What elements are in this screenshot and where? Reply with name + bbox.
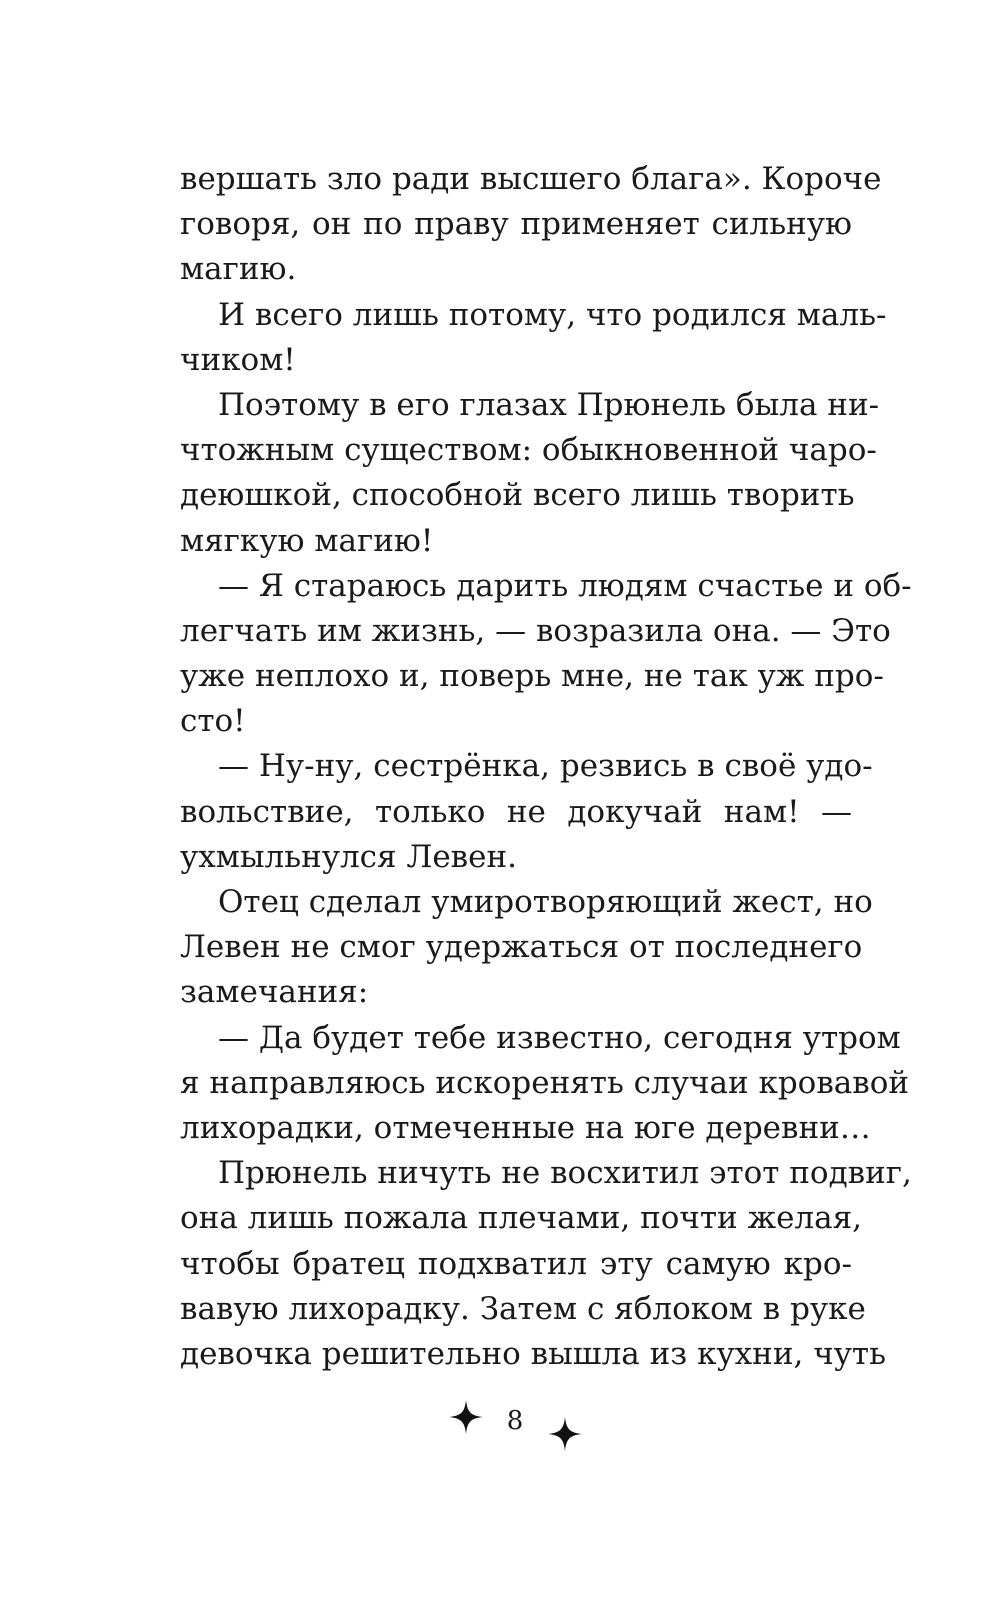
four-point-star-icon xyxy=(548,1417,582,1451)
text-line: замечания: xyxy=(180,974,369,1011)
text-line: говоря, он по праву применяет сильную xyxy=(180,206,852,243)
text-line: вершать зло ради высшего блага». Короче xyxy=(180,161,882,197)
body-text xyxy=(180,157,912,1377)
text-line: вавую лихорадку. Затем с яблоком в руке xyxy=(180,1290,866,1327)
text-line: она лишь пожала плечами, почти желая, xyxy=(180,1200,863,1237)
text-line: мягкую магию! xyxy=(180,522,434,559)
text-line: Прюнель ничуть не восхитил этот подвиг, xyxy=(218,1155,912,1192)
text-line: уже неплохо и, поверь мне, не так уж про- xyxy=(180,658,884,695)
text-line: Поэтому в его глазах Прюнель была ни- xyxy=(218,386,880,423)
text-line: ухмыльнулся Левен. xyxy=(180,838,517,875)
page-footer xyxy=(0,1390,1000,1460)
text-line: сто! xyxy=(180,703,246,740)
text-line: легчать им жизнь, — возразила она. — Это xyxy=(180,612,891,649)
text-line: я направляюсь искоренять случаи кровавой xyxy=(180,1064,910,1101)
text-line: девочка решительно вышла из кухни, чуть xyxy=(180,1335,886,1372)
text-line: вольствие, только не докучай нам! — xyxy=(180,793,852,830)
text-line: деюшкой, способной всего лишь творить xyxy=(180,477,855,514)
text-line: чтобы братец подхватил эту самую кро- xyxy=(180,1245,852,1282)
page-number: 8 xyxy=(506,1406,524,1436)
text-line: лихорадки, отмеченные на юге деревни… xyxy=(180,1109,871,1146)
text-line: — Я стараюсь дарить людям счастье и об- xyxy=(218,567,912,604)
text-line: чиком! xyxy=(180,341,296,378)
text-line: чтожным существом: обыкновенной чаро- xyxy=(180,432,877,469)
text-line: Отец сделал умиротворяющий жест, но xyxy=(218,884,873,920)
four-point-star-icon xyxy=(449,1400,483,1434)
text-line: магию. xyxy=(180,251,297,288)
text-line: И всего лишь потому, что родился маль- xyxy=(218,296,887,333)
text-line: Левен не смог удержаться от последнего xyxy=(180,929,863,966)
text-line: — Ну-ну, сестрёнка, резвись в своё удо- xyxy=(218,748,873,785)
text-line: — Да будет тебе известно, сегодня утром xyxy=(218,1019,901,1056)
